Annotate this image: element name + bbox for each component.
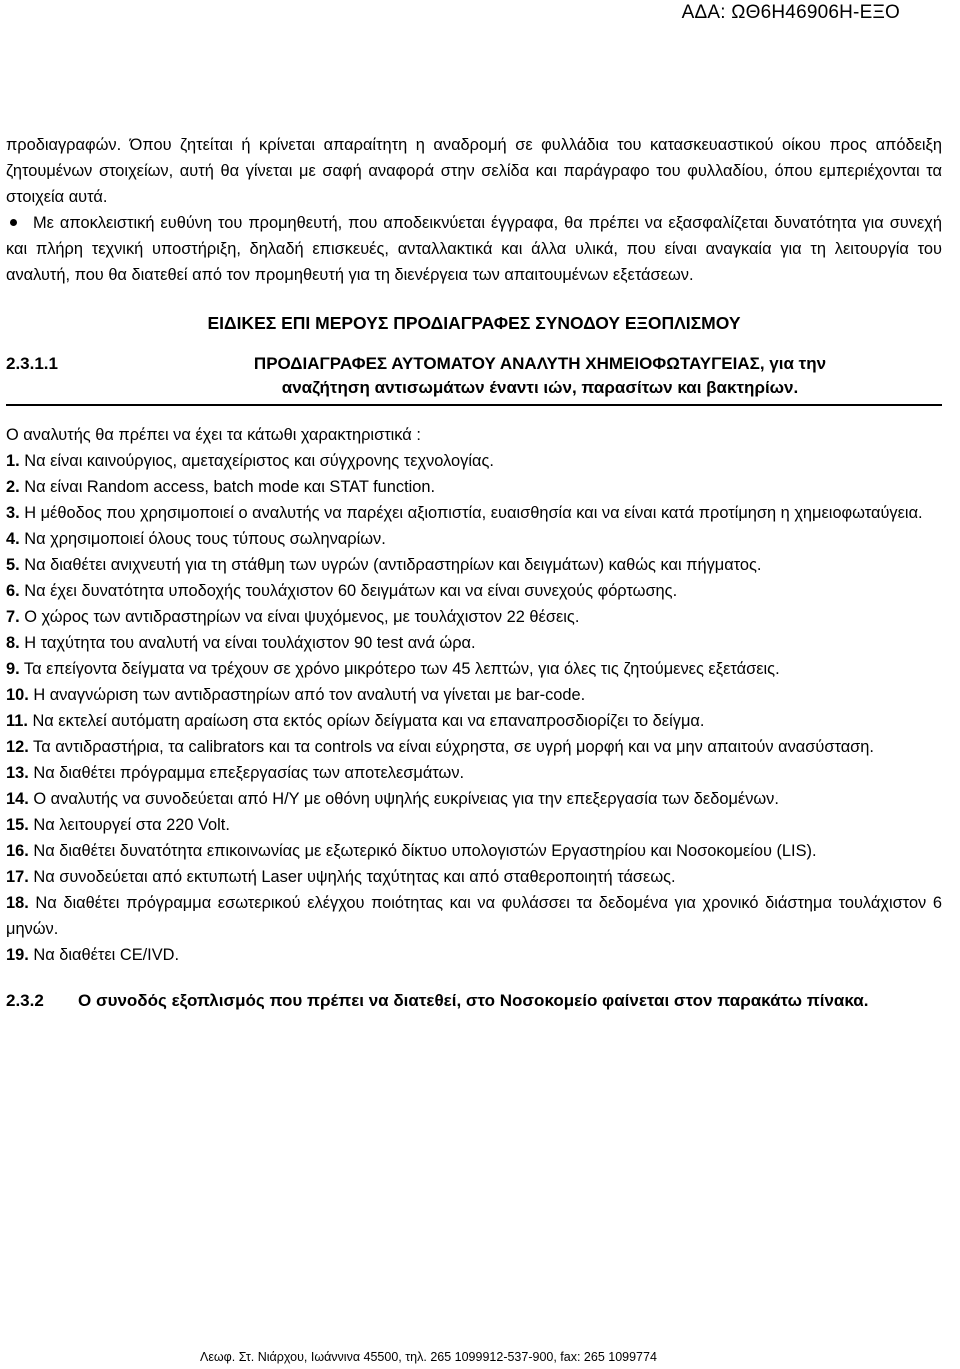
paragraph-specs-reference: προδιαγραφών. Όπου ζητείται ή κρίνεται απαραίτητη η αναδρομή σε φυλλάδια του κατασκευαστικού οίκου προς απόδειξη ζητουμένων στοιχείων, αυτή θα γίνεται με σαφή αναφορά στην σελίδα και παράγραφο του φυλλαδίου, όπου εμπεριέχονται τα στοιχεία αυτά. (6, 136, 942, 206)
list-item-number: 14. (6, 790, 29, 808)
list-item-text: Να είναι καινούργιος, αμεταχείριστος και σύγχρονης τεχνολογίας. (19, 452, 494, 470)
list-item-text: Να έχει δυνατότητα υποδοχής τουλάχιστον 60 δειγμάτων και να είναι συνεχούς φόρτωσης. (19, 582, 678, 600)
list-item (6, 864, 942, 890)
list-item-number: 13. (6, 764, 29, 782)
list-item-text: Η ταχύτητα του αναλυτή να είναι τουλάχιστον 90 test ανά ώρα. (19, 634, 476, 652)
list-item-text: Να λειτουργεί στα 220 Volt. (28, 816, 230, 834)
list-item (6, 890, 942, 942)
list-item-number: 7. (6, 608, 20, 626)
list-item (6, 838, 942, 864)
list-item (6, 760, 942, 786)
list-item-number: 12. (6, 738, 29, 756)
list-item-text: Η αναγνώριση των αντιδραστηρίων από τον αναλυτή να γίνεται με bar-code. (28, 686, 586, 704)
list-item-number: 9. (6, 660, 20, 678)
list-item-number: 6. (6, 582, 20, 600)
list-item (6, 656, 942, 682)
list-item-text: Να διαθέτει πρόγραμμα εσωτερικού ελέγχου ποιότητας και να φυλάσσει τα δεδομένα για χρονικό διάστημα τουλάχιστον 6 μηνών. (6, 894, 942, 938)
ada-code: ΑΔΑ: ΩΘ6Η46906Η-ΕΞΟ (681, 2, 900, 23)
list-item-number: 19. (6, 946, 29, 964)
list-item-number: 16. (6, 842, 29, 860)
list-item-text: Να διαθέτει δυνατότητα επικοινωνίας με εξωτερικό δίκτυο υπολογιστών Εργαστηρίου και Νοσοκομείου (LIS). (28, 842, 817, 860)
footer-address: Λεωφ. Στ. Νιάρχου, Ιωάννινα 45500, τηλ. 265 1099912-537-900, fax: 265 1099774 (200, 1350, 657, 1364)
spec-title (6, 352, 942, 406)
list-item-text: Να διαθέτει πρόγραμμα επεξεργασίας των αποτελεσμάτων. (28, 764, 465, 782)
list-item (6, 942, 942, 968)
list-item-number: 4. (6, 530, 20, 548)
list-item (6, 604, 942, 630)
list-item-text: Ο χώρος των αντιδραστηρίων να είναι ψυχόμενος, με τουλάχιστον 22 θέσεις. (19, 608, 580, 626)
spec-title-text (138, 352, 942, 400)
list-item-number: 11. (6, 712, 28, 730)
list-item (6, 812, 942, 838)
list-item (6, 552, 942, 578)
list-item-text: Η μέθοδος που χρησιμοποιεί ο αναλυτής να παρέχει αξιοπιστία, ευαισθησία και να είναι κατά προτίμηση η χημειοφωταύγεια. (19, 504, 923, 522)
section-heading: ΕΙΔΙΚΕΣ ΕΠΙ ΜΕΡΟΥΣ ΠΡΟΔΙΑΓΡΑΦΕΣ ΣΥΝΟΔΟΥ ΕΞΟΠΛΙΣΜΟΥ (207, 313, 741, 333)
list-item-text: Να είναι Random access, batch mode και STAT function. (19, 478, 436, 496)
list-item-number: 10. (6, 686, 29, 704)
list-item (6, 708, 942, 734)
list-item-text: Να διαθέτει CE/IVD. (28, 946, 180, 964)
spec-number: 2.3.1.1 (6, 354, 58, 373)
list-item-number: 3. (6, 504, 20, 522)
list-item (6, 734, 942, 760)
list-item-text: Τα αντιδραστήρια, τα calibrators και τα controls να είναι εύχρηστα, σε υγρή μορφή και να μην απαιτούν ανασύσταση. (28, 738, 874, 756)
list-item-text: Να διαθέτει ανιχνευτή για τη στάθμη των υγρών (αντιδραστηρίων και δειγμάτων) καθώς και πήγματος. (19, 556, 762, 574)
spec-title-line2: αναζήτηση αντισωμάτων έναντι ιών, παρασίτων και βακτηρίων. (281, 378, 799, 397)
list-item-number: 8. (6, 634, 20, 652)
list-item-text: Να χρησιμοποιεί όλους τους τύπους σωληναρίων. (19, 530, 386, 548)
list-item-number: 18. (6, 894, 29, 912)
list-item-text: Να εκτελεί αυτόματη αραίωση στα εκτός ορίων δείγματα και να επαναπροσδιορίζει το δείγμα. (27, 712, 705, 730)
list-item (6, 682, 942, 708)
list-item (6, 786, 942, 812)
final-text: Ο συνοδός εξοπλισμός που πρέπει να διατεθεί, στο Νοσοκομείο φαίνεται στον παρακάτω πίνακα. (78, 991, 869, 1010)
list-item-number: 5. (6, 556, 20, 574)
bullet-icon (10, 219, 17, 226)
list-item (6, 630, 942, 656)
requirements-list (6, 448, 942, 968)
list-item-number: 2. (6, 478, 20, 496)
paragraph-technical-support (6, 210, 942, 288)
document-body (6, 132, 942, 1014)
list-item-number: 1. (6, 452, 20, 470)
paragraph-technical-support-text: Με αποκλειστική ευθύνη του προμηθευτή, που αποδεικνύεται έγγραφα, θα πρέπει να εξασφαλίζεται δυνατότητα για συνεχή και πλήρη τεχνική υποστήριξη, δηλαδή επισκευές, ανταλλακτικά και άλλα υλικά, που είναι αναγκαία για τη λειτουργία του αναλυτή, που θα διατεθεί από τον προμηθευτή για τη διενέργεια των απαιτουμένων εξετάσεων. (6, 214, 942, 284)
list-item (6, 526, 942, 552)
final-number: 2.3.2 (6, 991, 44, 1010)
list-item (6, 474, 942, 500)
list-item-number: 17. (6, 868, 29, 886)
list-item-text: Ο αναλυτής να συνοδεύεται από Η/Υ με οθόνη υψηλής ευκρίνειας για την επεξεργασία των δεδομένων. (28, 790, 779, 808)
list-item (6, 500, 942, 526)
list-item-text: Τα επείγοντα δείγματα να τρέχουν σε χρόνο μικρότερο των 45 λεπτών, για όλες τις ζητούμενες εξετάσεις. (19, 660, 780, 678)
requirements-intro: Ο αναλυτής θα πρέπει να έχει τα κάτωθι χαρακτηριστικά : (6, 426, 421, 444)
list-item-text: Να συνοδεύεται από εκτυπωτή Laser υψηλής ταχύτητας και από σταθεροποιητή τάσεως. (28, 868, 676, 886)
spec-title-line1: ΠΡΟΔΙΑΓΡΑΦΕΣ ΑΥΤΟΜΑΤΟΥ ΑΝΑΛΥΤΗ ΧΗΜΕΙΟΦΩΤΑΥΓΕΙΑΣ, για την (253, 354, 827, 373)
list-item (6, 578, 942, 604)
list-item-number: 15. (6, 816, 29, 834)
final-section (6, 988, 942, 1014)
list-item (6, 448, 942, 474)
